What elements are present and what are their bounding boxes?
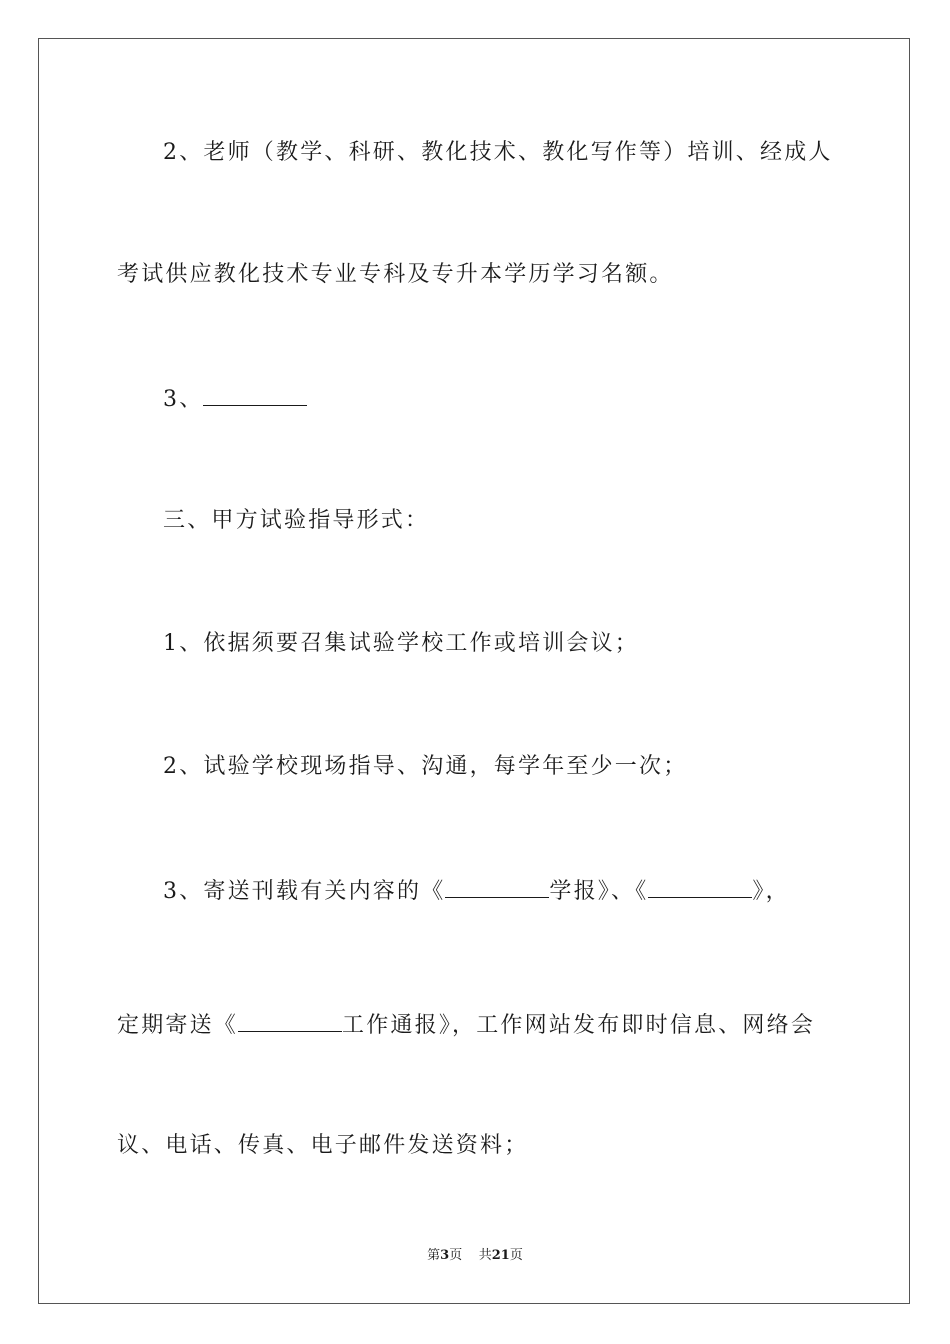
page-border xyxy=(38,38,910,1304)
line-7-text-after: 》， xyxy=(752,879,790,904)
paragraph-line-1: 2、老师（教学、科研、教化技术、教化写作等）培训、经成人 xyxy=(163,140,833,165)
paragraph-line-6: 2、试验学校现场指导、沟通，每学年至少一次； xyxy=(163,754,688,779)
footer-total-suffix: 页 xyxy=(509,1248,523,1263)
item-3-label: 3、 xyxy=(163,387,204,412)
paragraph-line-8 xyxy=(117,1009,815,1041)
fill-in-blank xyxy=(445,875,549,898)
footer-total-pages: 21 xyxy=(491,1248,510,1263)
page-footer xyxy=(0,1247,950,1265)
footer-page-number: 3 xyxy=(440,1248,450,1263)
line-7-text-before: 3、寄送刊载有关内容的《 xyxy=(163,879,446,904)
fill-in-blank xyxy=(203,383,307,406)
line-7-text-mid: 学报》、《 xyxy=(549,879,649,904)
section-heading: 三、甲方试验指导形式： xyxy=(163,508,430,533)
line-8-text-after: 工作通报》，工作网站发布即时信息、网络会 xyxy=(342,1013,816,1038)
line-8-text-before: 定期寄送《 xyxy=(117,1013,239,1038)
paragraph-line-5: 1、依据须要召集试验学校工作或培训会议； xyxy=(163,631,639,656)
paragraph-line-3 xyxy=(163,383,307,415)
paragraph-line-7 xyxy=(163,875,790,907)
footer-page-suffix: 页 xyxy=(449,1248,463,1263)
fill-in-blank xyxy=(238,1009,342,1032)
paragraph-line-2: 考试供应教化技术专业专科及专升本学历学习名额。 xyxy=(117,262,674,287)
fill-in-blank xyxy=(648,875,752,898)
paragraph-line-9: 议、电话、传真、电子邮件发送资料； xyxy=(117,1133,529,1158)
footer-page-prefix: 第 xyxy=(427,1248,441,1263)
footer-total-prefix: 共 xyxy=(478,1248,492,1263)
